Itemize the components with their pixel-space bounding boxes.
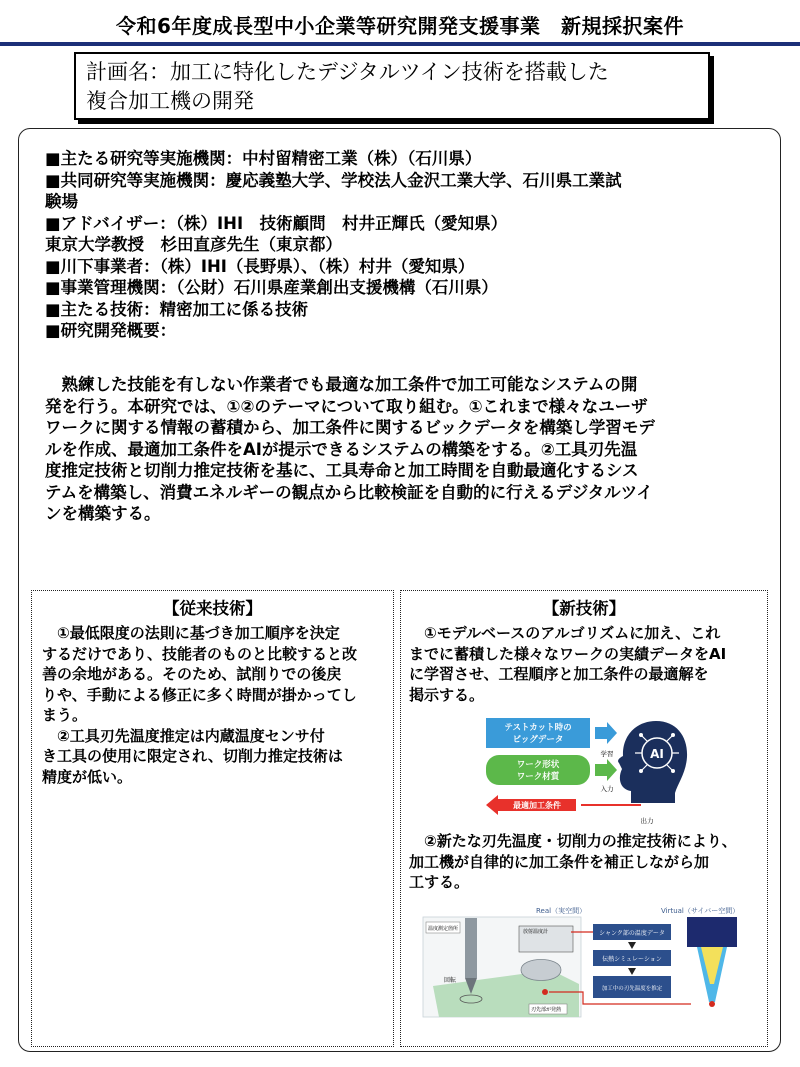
summary-line: ワークに関する情報の蓄積から、加工条件に関するビックデータを構築し学習モデ — [45, 418, 655, 437]
plan-title-line-1: 計画名：加工に特化したデジタルツイン技術を搭載した — [86, 60, 609, 84]
conventional-line: りや、手動による修正に多く時間が掛かってし — [42, 685, 357, 704]
temp-location-label: 温度測定箇所 — [428, 926, 459, 932]
info-summary-heading: ■研究開発概要： — [45, 321, 177, 340]
new-tech-line: 掲示する。 — [409, 685, 485, 704]
shank-temp-label: シャンク部の温度データ — [599, 930, 665, 937]
new-tech-line: までに蓄積した様々なワークの実績データをAI — [409, 644, 727, 663]
output-label: 出力 — [640, 817, 654, 825]
workpiece-label-1: ワーク形状 — [516, 760, 560, 770]
info-main-institution: ■主たる研究等実施機関：中村留精密工業（株）（石川県） — [45, 149, 482, 168]
info-joint-institutions-cont: 験場 — [45, 192, 78, 211]
info-advisor-2: 東京大学教授 杉田直彦先生（東京都） — [45, 235, 342, 254]
heat-sim-label: 伝熱シミュレーション — [602, 956, 662, 963]
new-tech-text-2 — [409, 831, 737, 893]
info-advisor: ■アドバイザー：（株）IHI 技術顧問 村井正輝氏（愛知県） — [45, 213, 508, 233]
info-joint-institutions: ■共同研究等実施機関：慶応義塾大学、学校法人金沢工業大学、石川県工業試 — [45, 170, 622, 190]
new-tech-line: ①モデルベースのアルゴリズムに加え、これ — [409, 624, 721, 642]
input-arrow-icon — [595, 759, 617, 781]
flow-arrow-icon — [628, 968, 636, 975]
new-tech-line: 加工機が自律的に加工条件を補正しながら加 — [409, 852, 710, 871]
bigdata-label-2: ビッグデータ — [512, 735, 564, 745]
new-tech-line: 工する。 — [409, 873, 470, 891]
plan-title-line-2: 複合加工機の開発 — [86, 89, 254, 113]
ai-head-icon — [618, 721, 687, 803]
conventional-line: き工具の使用に限定され、切削力推定技術は — [42, 747, 343, 765]
optimal-condition-label: 最適加工条件 — [513, 801, 561, 810]
new-tech-line: ②新たな刃先温度・切削力の推定技術により、 — [409, 832, 737, 850]
conventional-tech-heading: 【従来技術】 — [163, 599, 262, 618]
tip-temp-label: 加工中の刃先温度を推定 — [601, 986, 663, 992]
radiation-thermometer-label: 放射温度計 — [523, 929, 549, 935]
conventional-tech-text — [42, 623, 357, 787]
conventional-line: まう。 — [42, 706, 88, 724]
plan-title-box — [74, 52, 710, 120]
header-rule — [0, 42, 800, 46]
summary-line: 熟練した技能を有しない作業者でも最適な加工条件で加工可能なシステムの開 — [45, 375, 638, 394]
learn-arrow-icon — [595, 722, 617, 744]
input-label: 入力 — [600, 785, 614, 793]
conventional-line: ①最低限度の法則に基づき加工順序を決定 — [42, 624, 340, 642]
virtual-tool-icon — [687, 917, 737, 1007]
new-tech-line: に学習させ、工程順序と加工条件の最適解を — [409, 665, 709, 683]
rotation-label: 回転 — [444, 977, 457, 984]
digital-twin-diagram — [421, 904, 761, 1019]
workpiece-label-2: ワーク材質 — [516, 772, 560, 782]
heat-point — [542, 989, 548, 995]
conventional-line: するだけであり、技能者のものと比較すると改 — [42, 644, 358, 663]
project-info-list — [45, 148, 760, 342]
info-downstream: ■川下事業者：（株）IHI（長野県）、（株）村井（愛知県） — [45, 256, 475, 276]
ai-learning-diagram — [481, 711, 691, 829]
tip-heat-label: 刃先部が発熱 — [531, 1007, 562, 1013]
ai-label: AI — [650, 747, 664, 761]
bigdata-label-1: テストカット時の — [504, 723, 572, 733]
conventional-line: 善の余地がある。そのため、試削りでの後戻 — [42, 665, 342, 683]
tool-shank — [465, 918, 477, 978]
info-management: ■事業管理機関：（公財）石川県産業創出支援機構（石川県） — [45, 278, 498, 297]
learn-label: 学習 — [600, 750, 614, 758]
page-title: 令和6年度成長型中小企業等研究開発支援事業 新規採択案件 — [116, 14, 684, 38]
virtual-space-label: Virtual（サイバー空間） — [661, 907, 740, 915]
conventional-line: ②工具刃先温度推定は内蔵温度センサ付 — [42, 726, 325, 745]
summary-line: 発を行う。本研究では、①②のテーマについて取り組む。①これまで様々なユーザ — [45, 396, 648, 416]
new-tech-heading: 【新技術】 — [542, 599, 626, 618]
flow-arrow-icon — [628, 942, 636, 949]
conventional-tech-panel — [31, 590, 394, 1047]
conventional-line: 精度が低い。 — [42, 767, 133, 786]
summary-line: テムを構築し、消費エネルギーの観点から比較検証を自動的に行えるデジタルツイ — [45, 482, 653, 502]
real-space-label: Real（実空間） — [536, 907, 587, 915]
summary-line: ルを作成、最適加工条件をAIが提示できるシステムの構築をする。②工具刃先温 — [45, 439, 638, 459]
info-main-technology: ■主たる技術：精密加工に係る技術 — [45, 299, 309, 319]
workpiece-dome — [521, 960, 561, 981]
new-tech-panel — [400, 590, 768, 1047]
research-summary — [45, 374, 763, 525]
summary-line: ンを構築する。 — [45, 504, 161, 523]
new-tech-text-1 — [409, 623, 726, 705]
summary-line: 度推定技術と切削力推定技術を基に、工具寿命と加工時間を自動最適化するシス — [45, 461, 639, 480]
